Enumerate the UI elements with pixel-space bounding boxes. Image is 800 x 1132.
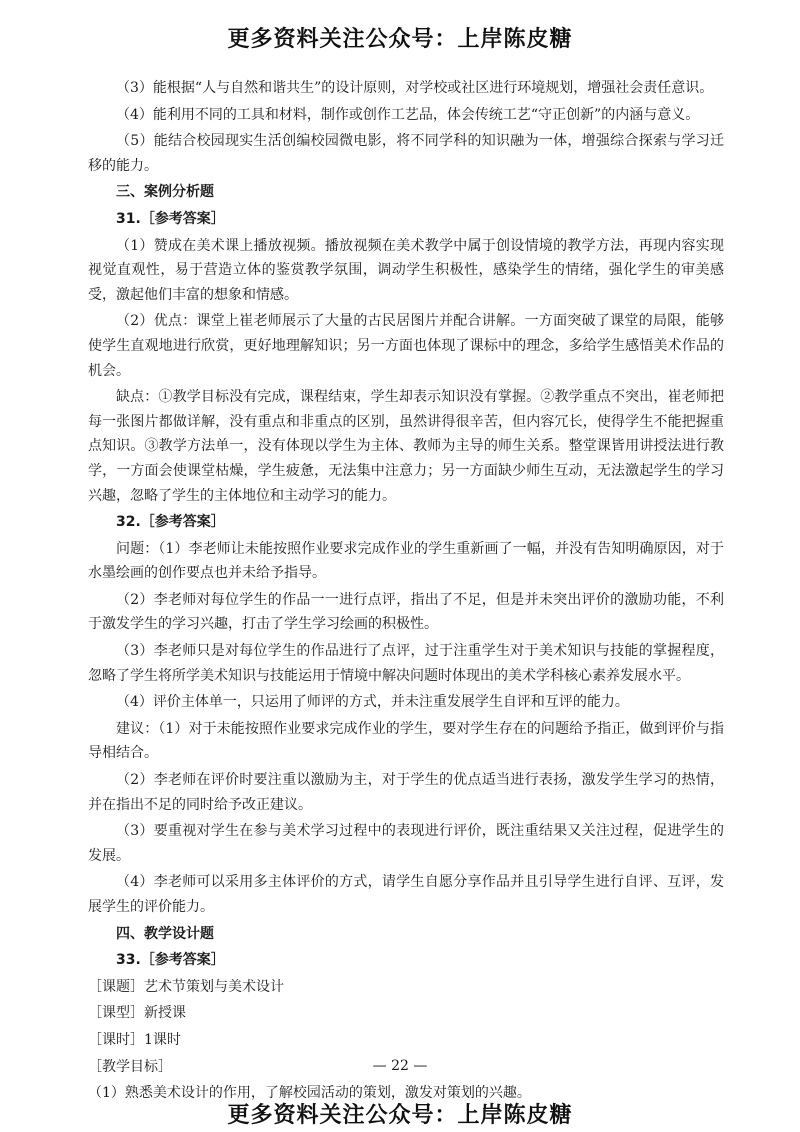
paragraph: （4）能利用不同的工具和材料，制作或创作工艺品，体会传统工艺“守正创新”的内涵与意义。 — [116, 106, 700, 123]
lesson-objective: （1）熟悉美术设计的作用，了解校园活动的策划，激发对策划的兴趣。 — [88, 1085, 531, 1102]
paragraph: （3）要重视对学生在参与美术学习过程中的表现进行评价，既注重结果又关注过程，促进学生的发展。 — [88, 823, 724, 864]
paragraph: （1）赞成在美术课上播放视频。播放视频在美术教学中属于创设情境的教学方法，再现内容实现视觉直观性，易于营造立体的鉴赏教学氛围，调动学生积极性，感染学生的情绪，强化学生的审美感受，激起他们丰富的想象和情感。 — [88, 237, 724, 303]
lesson-title: ［课题］艺术节策划与美术设计 — [88, 978, 284, 995]
page-body — [88, 76, 724, 1108]
paragraph: 建议：（1）对于未能按照作业要求完成作业的学生，要对学生存在的问题给予指正，做到评价与指导相结合。 — [88, 720, 724, 762]
answer-heading: 33.［参考答案］ — [116, 952, 225, 969]
lesson-objectives-heading: ［教学目标］ — [88, 1058, 172, 1075]
footer-banner: 更多资料关注公众号：上岸陈皮糖 — [227, 1103, 573, 1128]
paragraph: 缺点：①教学目标没有完成，课程结束，学生却表示知识没有掌握。②教学重点不突出，崔老师把每一张图片都做详解，没有重点和非重点的区别，虽然讲得很辛苦，但内容冗长，使得学生不能把握重点知识。③教学方法单一，没有体现以学生为主体、教师为主导的师生关系。整堂课皆用讲授法进行教学，一方面会使课堂枯燥，学生疲惫，无法集中注意力；另一方面缺少师生互动，无法激起学生的学习兴趣，忽略了学生的主体地位和主动学习的能力。 — [88, 389, 724, 504]
section-heading: 四、教学设计题 — [116, 925, 214, 942]
answer-heading: 32.［参考答案］ — [116, 514, 225, 531]
paragraph: （2）李老师在评价时要注重以激励为主，对于学生的优点适当进行表扬，激发学生学习的热情，并在指出不足的同时给予改正建议。 — [88, 772, 724, 813]
lesson-hours: ［课时］1课时 — [88, 1031, 181, 1048]
paragraph: （4）李老师可以采用多主体评价的方式，请学生自愿分享作品并且引导学生进行自评、互评，发展学生的评价能力。 — [88, 874, 724, 915]
header-banner: 更多资料关注公众号：上岸陈皮糖 — [227, 27, 573, 52]
section-heading: 三、案例分析题 — [116, 184, 214, 201]
paragraph: （2）优点：课堂上崔老师展示了大量的古民居图片并配合讲解。一方面突破了课堂的局限，能够使学生直观地进行欣赏，更好地理解知识；另一方面也体现了课标中的理念，多给学生感悟美术作品的机会。 — [88, 313, 724, 379]
paragraph: （3）李老师只是对每位学生的作品进行了点评，过于注重学生对于美术知识与技能的掌握程度，忽略了学生将所学美术知识与技能运用于情境中解决问题时体现出的美术学科核心素养发展水平。 — [88, 643, 724, 684]
paragraph: 问题：（1）李老师让未能按照作业要求完成作业的学生重新画了一幅，并没有告知明确原因，对于水墨绘画的创作要点也并未给予指导。 — [88, 540, 724, 582]
page-number: — 22 — — [372, 1058, 428, 1074]
paragraph: （4）评价主体单一，只运用了师评的方式，并未注重发展学生自评和互评的能力。 — [116, 694, 629, 711]
paragraph: （2）李老师对每位学生的作品一一进行点评，指出了不足，但是并未突出评价的激励功能，不利于激发学生的学习兴趣，打击了学生学习绘画的积极性。 — [88, 591, 724, 633]
paragraph: （3）能根据“人与自然和谐共生”的设计原则，对学校或社区进行环境规划，增强社会责任意识。 — [116, 80, 714, 96]
paragraph: （5）能结合校园现实生活创编校园微电影，将不同学科的知识融为一体，增强综合探索与学习迁移的能力。 — [88, 133, 724, 174]
lesson-type: ［课型］新授课 — [88, 1005, 186, 1022]
answer-heading: 31.［参考答案］ — [116, 210, 225, 227]
